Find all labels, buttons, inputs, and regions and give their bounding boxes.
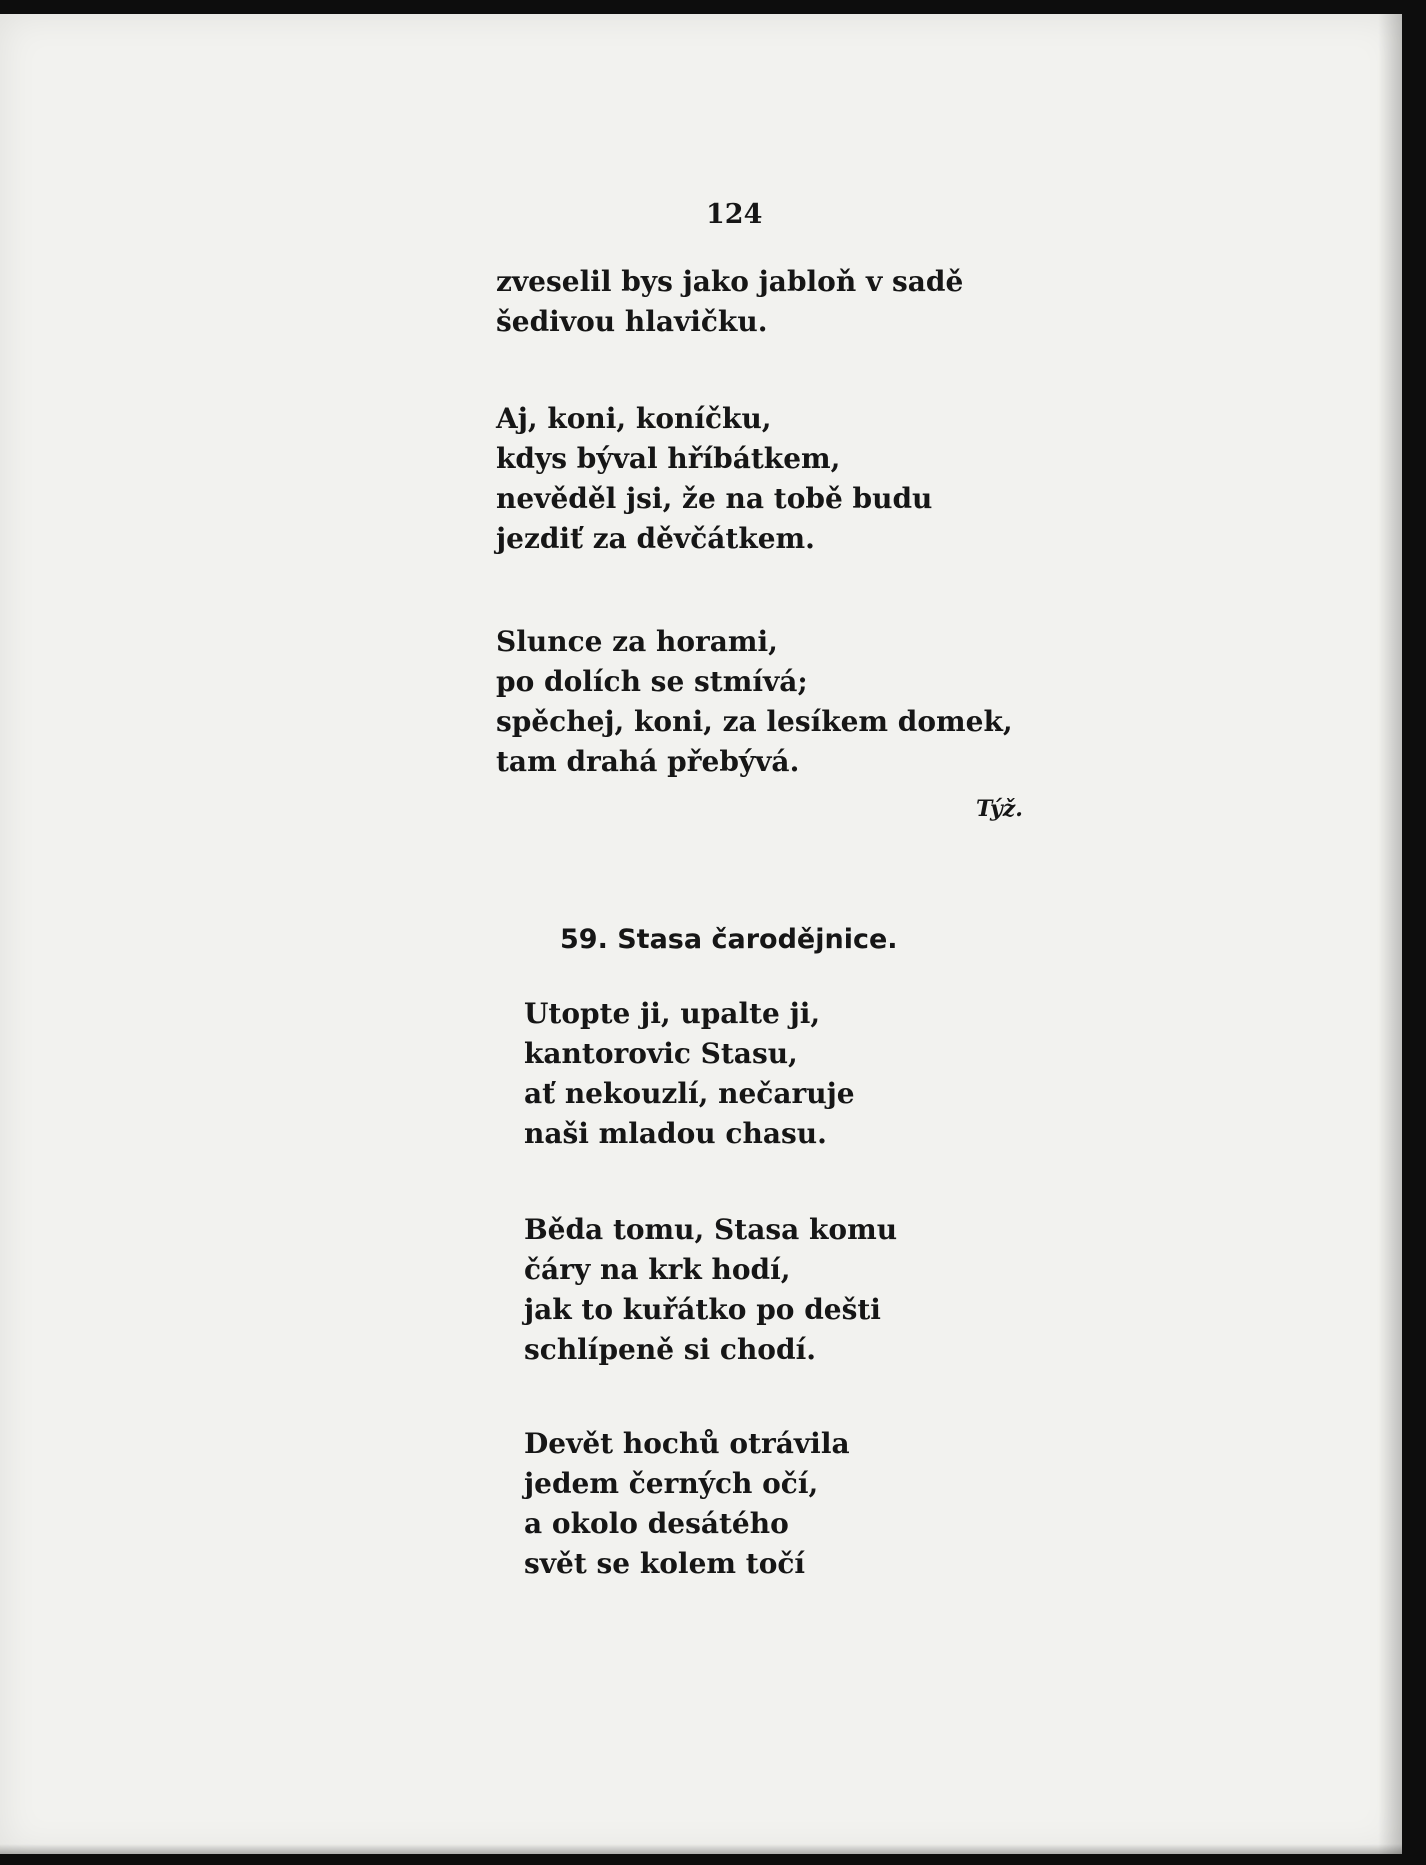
verse-line: jedem černých očí, (524, 1467, 819, 1500)
verse-line: zveselil bys jako jabloň v sadě (496, 265, 964, 298)
verse-line: kdys býval hříbátkem, (496, 442, 841, 475)
verse-line: svět se kolem točí (524, 1547, 806, 1580)
poem-title: 59. Stasa čarodějnice. (560, 924, 898, 955)
verse-line: spěchej, koni, za lesíkem domek, (496, 705, 1013, 738)
stanza-3 (496, 622, 1013, 782)
verse-line: Utopte ji, upalte ji, (524, 997, 821, 1030)
verse-line: naši mladou chasu. (524, 1117, 827, 1150)
stanza-5 (524, 1210, 897, 1370)
verse-line: Devět hochů otrávila (524, 1427, 850, 1460)
verse-line: a okolo desátého (524, 1507, 789, 1540)
stanza-6 (524, 1424, 850, 1584)
page-bottom-edge (0, 1844, 1402, 1854)
stanza-2 (496, 399, 932, 559)
verse-line: kantorovic Stasu, (524, 1037, 798, 1070)
verse-line: Slunce za horami, (496, 625, 778, 658)
verse-line: jezdiť za děvčátkem. (496, 522, 815, 555)
verse-line: čáry na krk hodí, (524, 1253, 791, 1286)
page-number: 124 (706, 199, 763, 230)
verse-line: jak to kuřátko po dešti (524, 1293, 881, 1326)
verse-line: Aj, koni, koníčku, (496, 402, 772, 435)
verse-line: tam drahá přebývá. (496, 745, 800, 778)
verse-line: ať nekouzlí, nečaruje (524, 1077, 855, 1110)
attribution: Týž. (976, 796, 1023, 822)
verse-line: šedivou hlavičku. (496, 305, 768, 338)
page-edge-shadow (1378, 14, 1402, 1854)
verse-line: schlípeně si chodí. (524, 1333, 816, 1366)
book-page (0, 14, 1402, 1854)
verse-line: nevěděl jsi, že na tobě budu (496, 482, 933, 515)
stanza-1 (496, 262, 963, 342)
verse-line: po dolích se stmívá; (496, 665, 808, 698)
verse-line: Běda tomu, Stasa komu (524, 1213, 898, 1246)
stanza-4 (524, 994, 855, 1154)
